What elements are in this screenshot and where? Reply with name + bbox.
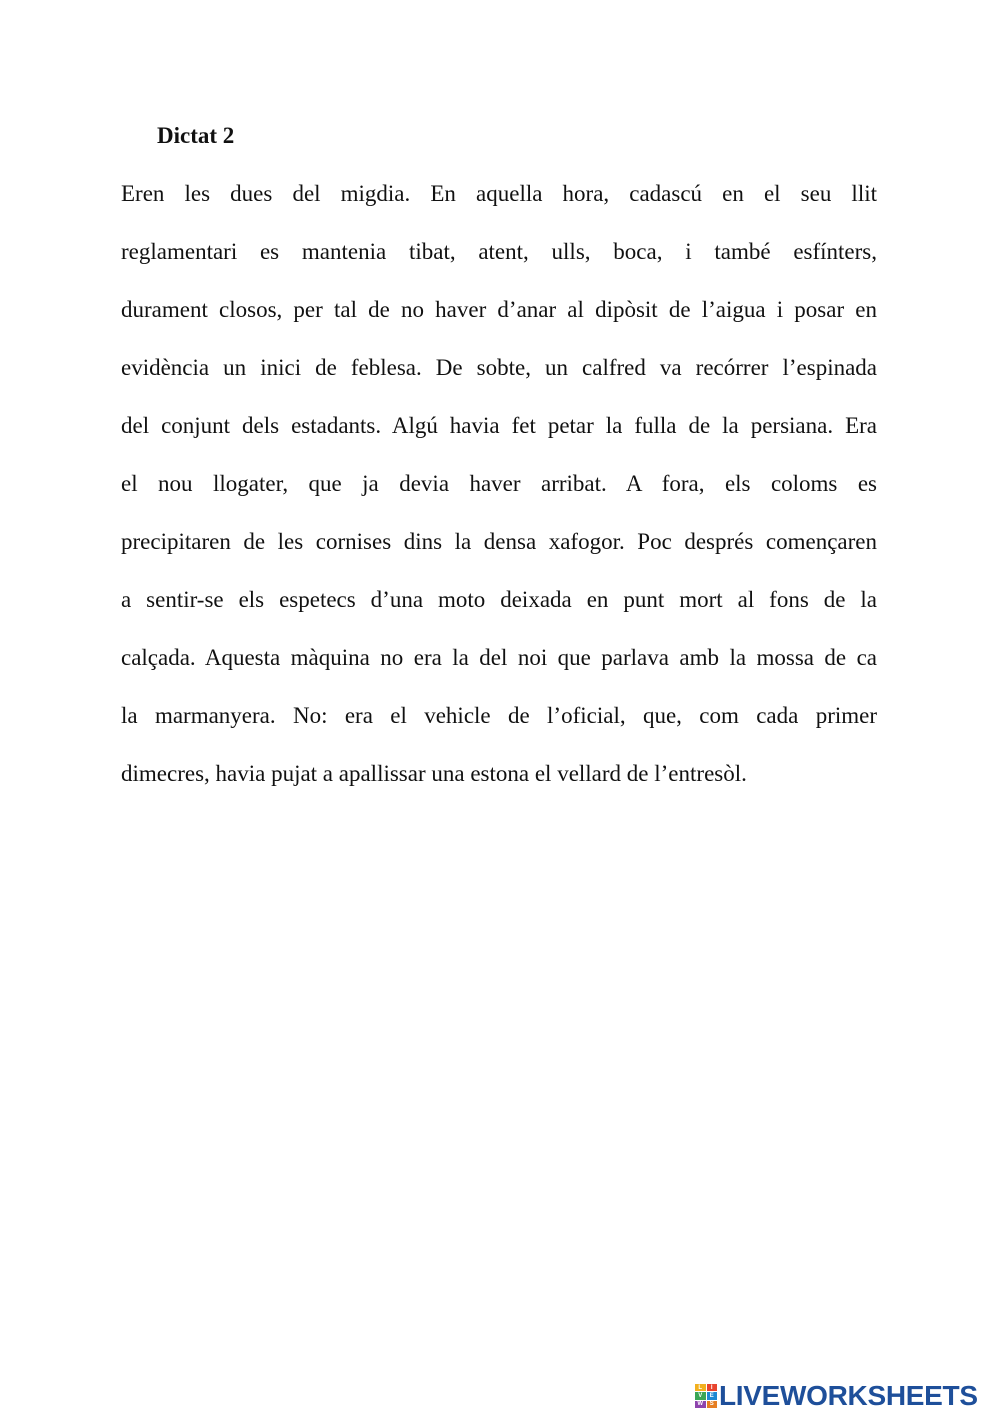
logo-cell: E [707,1392,718,1399]
text-line: la marmanyera. No: era el vehicle de l’oficial, que, com cada primer [121,703,877,728]
text-line: Eren les dues del migdia. En aquella hora, cadascú en el seu llit [121,181,877,206]
logo-cell: I [707,1384,718,1391]
text-line: calçada. Aquesta màquina no era la del noi que parlava amb la mossa de ca [121,645,877,670]
text-line: el nou llogater, que ja devia haver arribat. A fora, els coloms es [121,471,877,496]
logo-cell: S [707,1401,718,1408]
logo-cell: W [695,1401,706,1408]
document-title: Dictat 2 [157,123,235,148]
dictation-text [121,165,877,803]
text-line: evidència un inici de feblesa. De sobte, un calfred va recórrer l’espinada [121,355,877,380]
text-line: a sentir-se els espetecs d’una moto deixada en punt mort al fons de la [121,587,877,612]
text-line: durament closos, per tal de no haver d’anar al dipòsit de l’aigua i posar en [121,297,877,322]
logo-cell: L [695,1384,706,1391]
text-line: del conjunt dels estadants. Algú havia fet petar la fulla de la persiana. Era [121,413,877,438]
text-line: reglamentari es mantenia tibat, atent, ulls, boca, i també esfínters, [121,239,877,264]
text-line: precipitaren de les cornises dins la densa xafogor. Poc després començaren [121,529,877,554]
liveworksheets-logo-icon [695,1384,717,1408]
watermark-text: LIVEWORKSHEETS [719,1380,978,1411]
logo-cell: V [695,1392,706,1399]
liveworksheets-watermark [695,1379,978,1413]
text-line: dimecres, havia pujat a apallissar una estona el vellard de l’entresòl. [121,761,747,786]
